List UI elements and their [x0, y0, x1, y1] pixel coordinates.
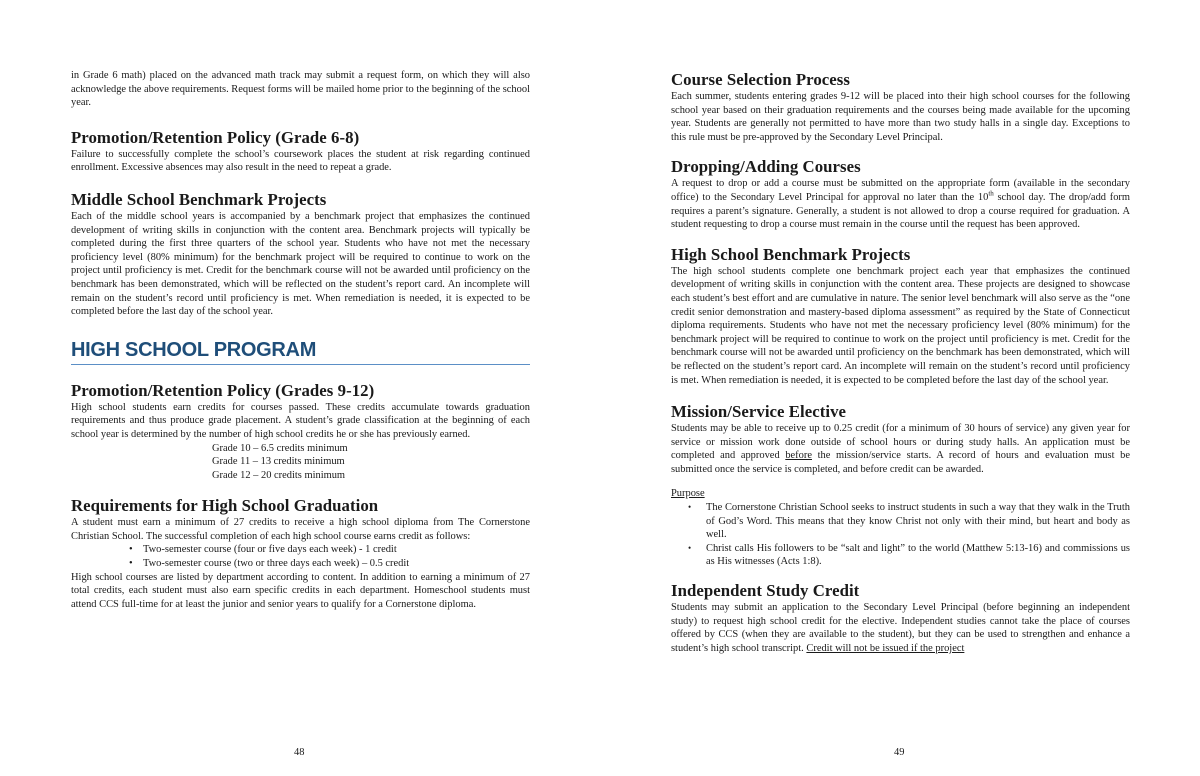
promotion-9-12-body: High school students earn credits for courses passed. These credits accumulate towards graduation requirements and thus produce grade placement. A student’s grade classification at the beginning of each school year is determined by the number of high school credits he or she has previously earned. — [71, 401, 530, 440]
promotion-9-12-heading: Promotion/Retention Policy (Grades 9-12) — [71, 380, 375, 400]
high-school-program-heading: HIGH SCHOOL PROGRAM — [71, 337, 530, 365]
promotion-6-8-section — [71, 128, 530, 175]
page-number-left: 48 — [294, 747, 305, 758]
mission-body-b: the mission/service starts. A record of hours and evaluation must be submitted once the service is completed, and before credit can be awarded. — [671, 450, 1130, 475]
drop-add-body — [671, 177, 1130, 231]
independent-study-body — [671, 601, 1130, 655]
graduation-heading: Requirements for High School Graduation — [71, 496, 379, 516]
intro-section — [71, 69, 530, 110]
grade-10-credits: Grade 10 – 6.5 credits minimum — [212, 442, 348, 454]
purpose-item-2: • Christ calls His followers to be “salt and light” to the world (Matthew 5:13-16) and commissions us as His witnesses (Acts 1:8). — [706, 542, 1130, 569]
independent-study-heading: Independent Study Credit — [671, 581, 860, 601]
promotion-6-8-heading: Promotion/Retention Policy (Grade 6-8) — [71, 127, 360, 147]
intro-paragraph: in Grade 6 math) placed on the advanced math track may submit a request form, on which they will also acknowledge the above requirements. Request forms will be mailed home prior to the beginning of the school year. — [71, 70, 530, 109]
left-column — [71, 69, 530, 611]
course-selection-heading: Course Selection Process — [671, 70, 850, 89]
purpose-list — [671, 501, 1130, 569]
page-number-right: 49 — [894, 747, 905, 758]
credit-bullet-1: • Two-semester course (four or five days each week) - 1 credit — [143, 543, 530, 557]
hs-benchmark-section — [671, 245, 1130, 387]
ms-benchmark-section — [71, 190, 530, 319]
graduation-body: A student must earn a minimum of 27 credits to receive a high school diploma from The Cornerstone Christian School. The successful completion of each high school course earns credit as follows: — [71, 517, 530, 542]
purpose-label: Purpose — [671, 488, 705, 500]
hs-benchmark-heading: High School Benchmark Projects — [671, 244, 911, 264]
ms-benchmark-heading: Middle School Benchmark Projects — [71, 189, 327, 209]
drop-add-heading: Dropping/Adding Courses — [671, 157, 861, 177]
drop-add-section — [671, 157, 1130, 231]
independent-study-section — [671, 581, 1130, 655]
mission-body-a: Students may be able to receive up to 0.25 credit (for a minimum of 30 hours of service) any given year for service or mission work done outside of school hours or during study halls. An application must be completed and approved — [671, 423, 1130, 462]
mission-section — [671, 402, 1130, 476]
independent-body-underline: Credit will not be issued if the project — [806, 642, 965, 654]
mission-heading: Mission/Service Elective — [671, 402, 847, 422]
mission-body — [671, 422, 1130, 476]
graduation-section — [71, 496, 530, 611]
grade-12-credits: Grade 12 – 20 credits minimum — [212, 469, 346, 481]
drop-add-body-b: school day. The drop/add form requires a parent’s signature. Generally, a student is not allowed to drop a course required for graduation. A student requesting to drop a course must remain in the course until the request has been approved. — [671, 191, 1131, 231]
course-selection-section — [671, 70, 1130, 144]
hs-benchmark-body: The high school students complete one benchmark project each year that emphasizes the continued development of writing skills in conjunction with the content area. These projects are designed to showcase each student’s best effort and are cumulative in nature. The senior level benchmark will also serve as the “one credit senior demonstration and mastery-based diploma assessment” as required by the State of Connecticut diploma requirements. Students who have not met the necessary proficiency level (80% minimum) for the benchmark project will be required to continue to work on the project until proficiency is met. Credit for the benchmark course will not be awarded until proficiency on the benchmark has been demonstrated, which will be reflected on the student’s report card. An incomplete will remain on the student’s record until proficiency is met. When remediation is needed, it is expected to be completed before the last day of the school year. — [671, 265, 1130, 386]
promotion-6-8-body: Failure to successfully complete the school’s coursework places the student at risk regarding continued enrollment. Excessive absences may also result in the need to repeat a grade. — [71, 148, 530, 174]
page-49 — [671, 0, 1130, 776]
grade-credit-list — [212, 442, 530, 483]
credit-bullets — [71, 543, 530, 570]
page-48 — [71, 0, 530, 776]
credit-bullet-2: • Two-semester course (two or three days each week) – 0.5 credit — [143, 557, 530, 571]
purpose-section — [671, 487, 1130, 569]
drop-add-sup: th — [988, 189, 994, 198]
purpose-item-1: • The Cornerstone Christian School seeks to instruct students in such a way that they walk in the Truth of God’s Word. This means that they know Christ not only with their mind, but heart and body as well. — [706, 501, 1130, 542]
graduation-after-body: High school courses are listed by department according to content. In addition to earning a minimum of 27 total credits, each student must also earn specific credits in each department. Homeschool students must attend CCS full-time for at least the junior and senior years to qualify for a Cornerstone diploma. — [71, 571, 530, 610]
ms-benchmark-body: Each of the middle school years is accompanied by a benchmark project that emphasizes the continued development of writing skills in conjunction with the content area. Benchmark projects will typically be completed during the first three quarters of the school year. Students who have not met the necessary proficiency level (80% minimum) for the benchmark project will be required to continue to work on the project until proficiency is met. Credit for the benchmark course will not be awarded until proficiency on the benchmark has been demonstrated, which will be reflected on the student’s report card. An incomplete will remain on the student’s record until proficiency is met. When remediation is needed, it is expected to be completed before the last day of the school year. — [71, 210, 530, 318]
right-column — [671, 70, 1130, 655]
drop-add-body-a: A request to drop or add a course must be submitted on the appropriate form (available in the secondary office) to the Secondary Level Principal for approval no later than the 10 — [671, 178, 1130, 203]
promotion-9-12-section — [71, 381, 530, 483]
course-selection-body: Each summer, students entering grades 9-12 will be placed into their high school courses for the following school year based on their graduation requirements and the courses being made available for the upcoming year. Students are generally not permitted to have more than two study halls in a single day. Exceptions to this rule must be pre-approved by the Secondary Level Principal. — [671, 91, 1130, 143]
independent-body-a: Students may submit an application to the Secondary Level Principal (before beginning an independent study) to request high school credit for the elective. Independent studies cannot take the place of courses offered by CCS (when they are available to the student), but they can be used to strengthen and enhance a student’s high school transcript. — [671, 602, 1130, 654]
grade-11-credits: Grade 11 – 13 credits minimum — [212, 456, 345, 468]
mission-body-underline: before — [785, 450, 812, 462]
